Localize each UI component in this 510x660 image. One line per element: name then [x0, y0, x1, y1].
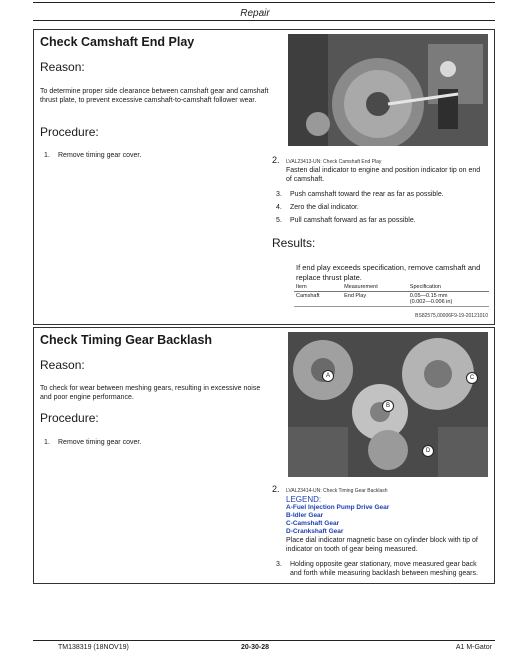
header-rule-top	[33, 2, 495, 3]
callout-b: B	[382, 400, 394, 412]
engine-photo-illustration	[288, 34, 488, 146]
legend-item: B-Idler Gear	[286, 512, 324, 519]
procedure-heading: Procedure:	[40, 125, 99, 139]
page-header-title: Repair	[240, 8, 270, 19]
callout-c: C	[466, 372, 478, 384]
section-timing-gear-backlash: Check Timing Gear Backlash Reason: To check for wear between meshing gears, resulting in excessive noise and poor engine performance. Procedure: 1. Remove timing gear cover. A B C D 2. LVAL23414-UN: Check Timing Gear Backlash LEGEND: A-Fuel Injection Pump Drive Gear B-Idler Gear C-Camshaft Gear D-Crankshaft Gear Place dial indicator magnetic base on cylinder block with tip of indicator on tooth of gear being measured. 3. Holding opposite gear stationary, move measured gear back and forth while measuring backlash between meshing gears.	[33, 327, 495, 584]
results-text: If end play exceeds specification, remove camshaft and replace thrust plate.	[296, 263, 481, 282]
doc-reference: BS82575,00006F9-19-20121010	[415, 313, 488, 319]
legend-item: C-Camshaft Gear	[286, 520, 340, 527]
callout-a: A	[322, 370, 334, 382]
reason-text: To check for wear between meshing gears, resulting in excessive noise and poor engine performance.	[40, 385, 261, 401]
section-camshaft-end-play: Check Camshaft End Play Reason: To determine proper side clearance between camshaft gear and camshaft thrust plate, to prevent excessive camshaft-to-camshaft follower wear. Procedure: 1. Remove timing gear cover. 2. LVAL23413-UN: Check Camshaft End Play Fasten dial indicator to engine and position indicator tip on end of camshaft. 3. Push camshaft toward the rear as far as possible. 4. Zero the dial indicator. 5. Pull camshaft forward as far as possible. Results: If end play exceeds specification, remove camshaft and replace thrust plate. Item Measurement Specification Camshaft End Play 0.05—0.15 mm (0.002—0.006 in) BS82575,00006F9-19-20121010	[33, 29, 495, 325]
section-title: Check Timing Gear Backlash	[40, 333, 213, 347]
reason-heading: Reason:	[40, 358, 85, 372]
legend	[286, 495, 491, 554]
step-text: Place dial indicator magnetic base on cylinder block with tip of indicator on tooth of gear being measured.	[286, 537, 478, 553]
table-row: Camshaft End Play 0.05—0.15 mm (0.002—0.006 in)	[294, 292, 489, 307]
spec-table	[294, 283, 489, 307]
callout-d: D	[422, 445, 434, 457]
reason-text: To determine proper side clearance between camshaft gear and camshaft thrust plate, to prevent excessive camshaft-to-camshaft follower wear.	[40, 88, 269, 104]
footer-page-number: 20-30-28	[240, 644, 270, 651]
timing-gear-photo	[288, 332, 488, 477]
camshaft-end-play-photo	[288, 34, 488, 146]
spec-header-specification: Specification	[408, 283, 489, 292]
header-rule-bottom	[33, 20, 495, 21]
results-heading: Results:	[272, 236, 316, 250]
spec-header-measurement: Measurement	[342, 283, 408, 292]
legend-item: A-Fuel Injection Pump Drive Gear	[286, 504, 390, 511]
section-title: Check Camshaft End Play	[40, 35, 195, 49]
legend-title: LEGEND:	[286, 495, 322, 504]
footer-model: A1 M-Gator	[455, 644, 492, 651]
spec-header-item: Item	[294, 283, 342, 292]
footer-rule	[33, 640, 495, 641]
footer-doc-id: TM138319 (18NOV19)	[58, 644, 129, 651]
reason-heading: Reason:	[40, 60, 85, 74]
procedure-heading: Procedure:	[40, 411, 99, 425]
legend-item: D-Crankshaft Gear	[286, 528, 344, 535]
